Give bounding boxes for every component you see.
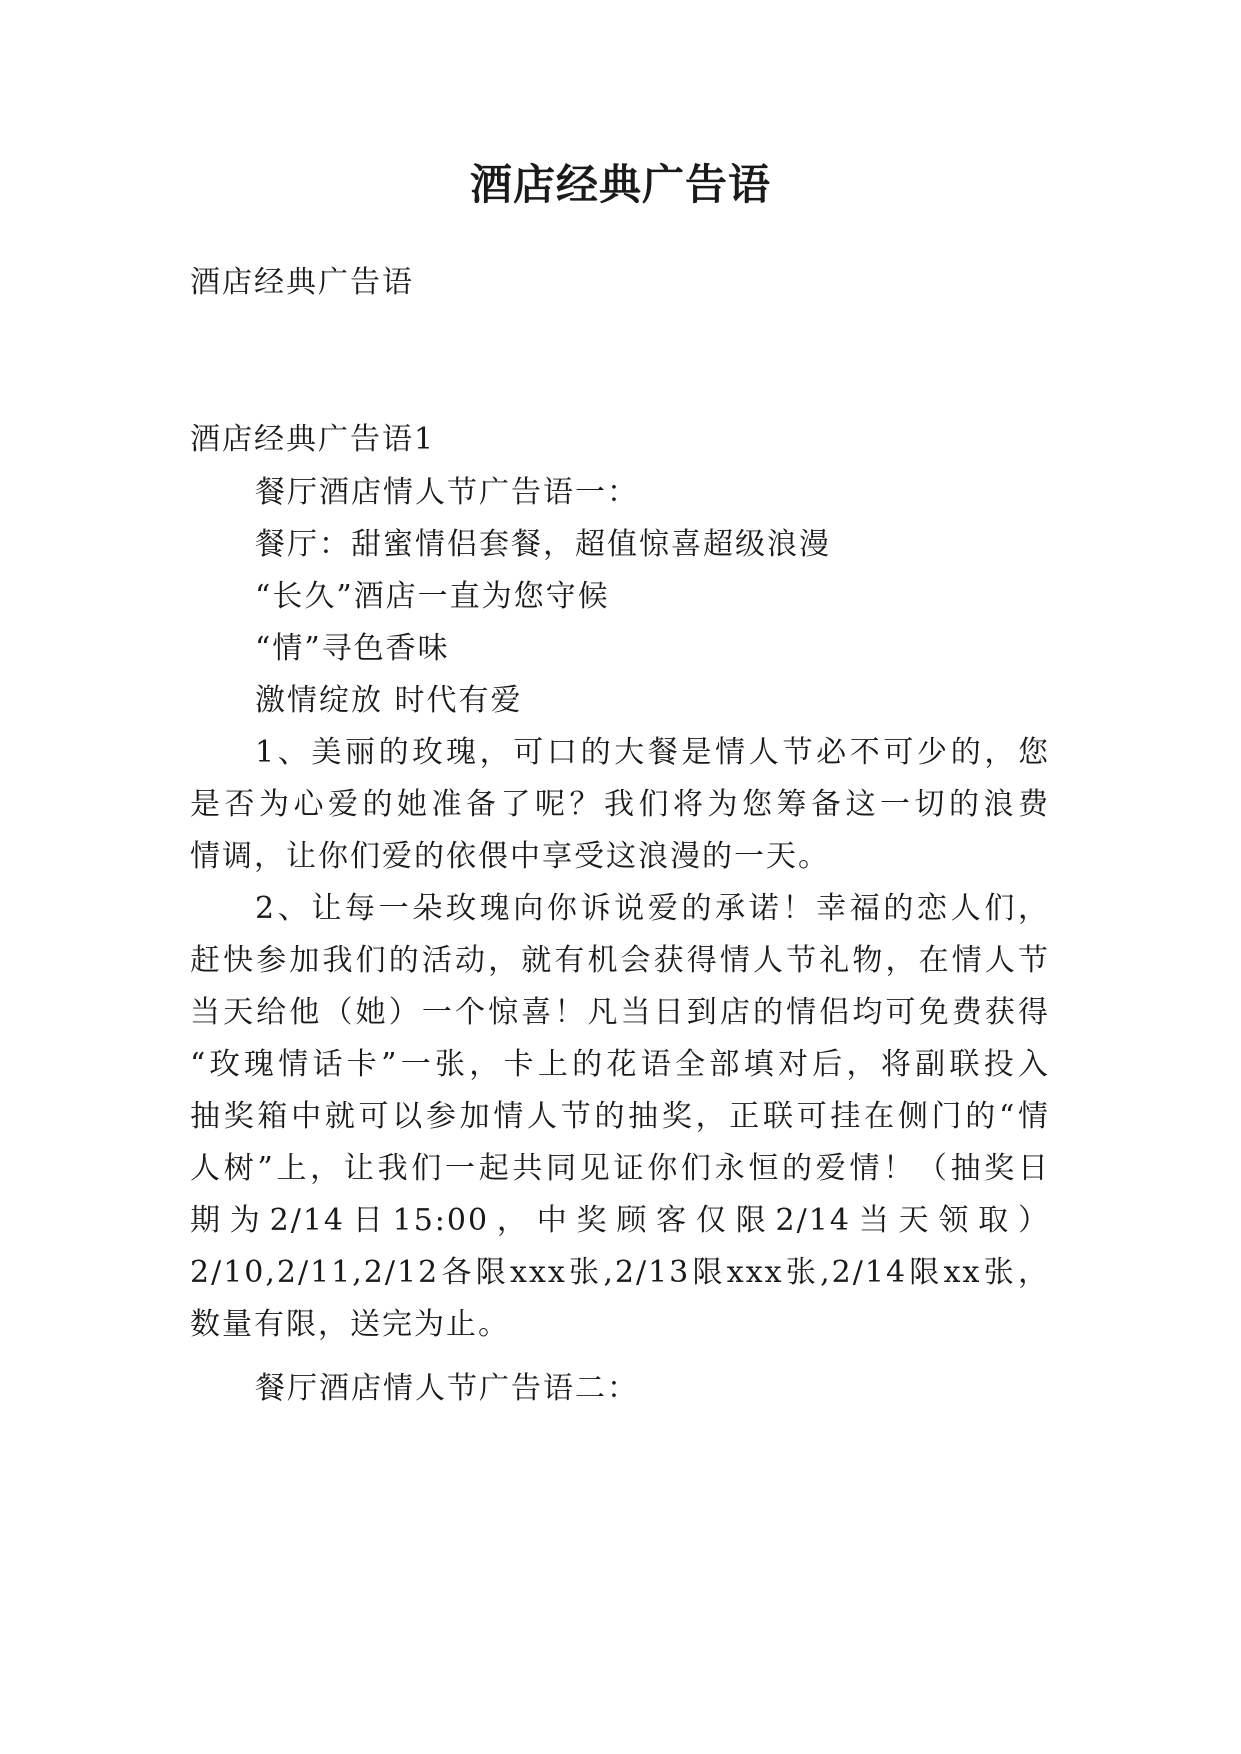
paragraph-1-line: 情调，让你们爱的依偎中享受这浪漫的一天。 — [190, 839, 830, 874]
paragraph-2-line: 2、让每一朵玫瑰向你诉说爱的承诺！幸福的恋人们， — [255, 891, 1050, 926]
paragraph-2-line: 数量有限，送完为止。 — [190, 1307, 510, 1342]
part-one-heading: 餐厅酒店情人节广告语一： — [255, 475, 639, 510]
paragraph-1-line: 1、美丽的玫瑰，可口的大餐是情人节必不可少的，您 — [255, 735, 1050, 770]
paragraph-2-line: “玫瑰情话卡”一张，卡上的花语全部填对后，将副联投入 — [190, 1047, 1050, 1082]
paragraph-2-line: 当天给他（她）一个惊喜！凡当日到店的情侣均可免费获得 — [190, 995, 1050, 1030]
section-heading: 酒店经典广告语1 — [190, 422, 436, 457]
paragraph-2-line: 抽奖箱中就可以参加情人节的抽奖，正联可挂在侧门的“情 — [190, 1099, 1050, 1134]
document-title: 酒店经典广告语 — [469, 160, 771, 209]
document-subtitle: 酒店经典广告语 — [190, 265, 414, 300]
paragraph-2-line: 人树”上，让我们一起共同见证你们永恒的爱情！（抽奖日 — [190, 1151, 1050, 1186]
slogan-line: 激情绽放 时代有爱 — [255, 683, 523, 718]
slogan-line: “长久”酒店一直为您守候 — [255, 579, 610, 614]
paragraph-2-line: 2/10,2/11,2/12各限xxx张,2/13限xxx张,2/14限xx张， — [190, 1255, 1050, 1290]
slogan-line: 餐厅：甜蜜情侣套餐，超值惊喜超级浪漫 — [255, 527, 831, 562]
paragraph-1-line: 是否为心爱的她准备了呢？我们将为您筹备这一切的浪费 — [190, 787, 1050, 822]
part-two-heading: 餐厅酒店情人节广告语二： — [255, 1371, 639, 1406]
paragraph-2-line: 期为2/14日15:00，中奖顾客仅限2/14当天领取） — [190, 1203, 1050, 1238]
slogan-line: “情”寻色香味 — [255, 631, 450, 666]
paragraph-2-line: 赶快参加我们的活动，就有机会获得情人节礼物，在情人节 — [190, 943, 1050, 978]
